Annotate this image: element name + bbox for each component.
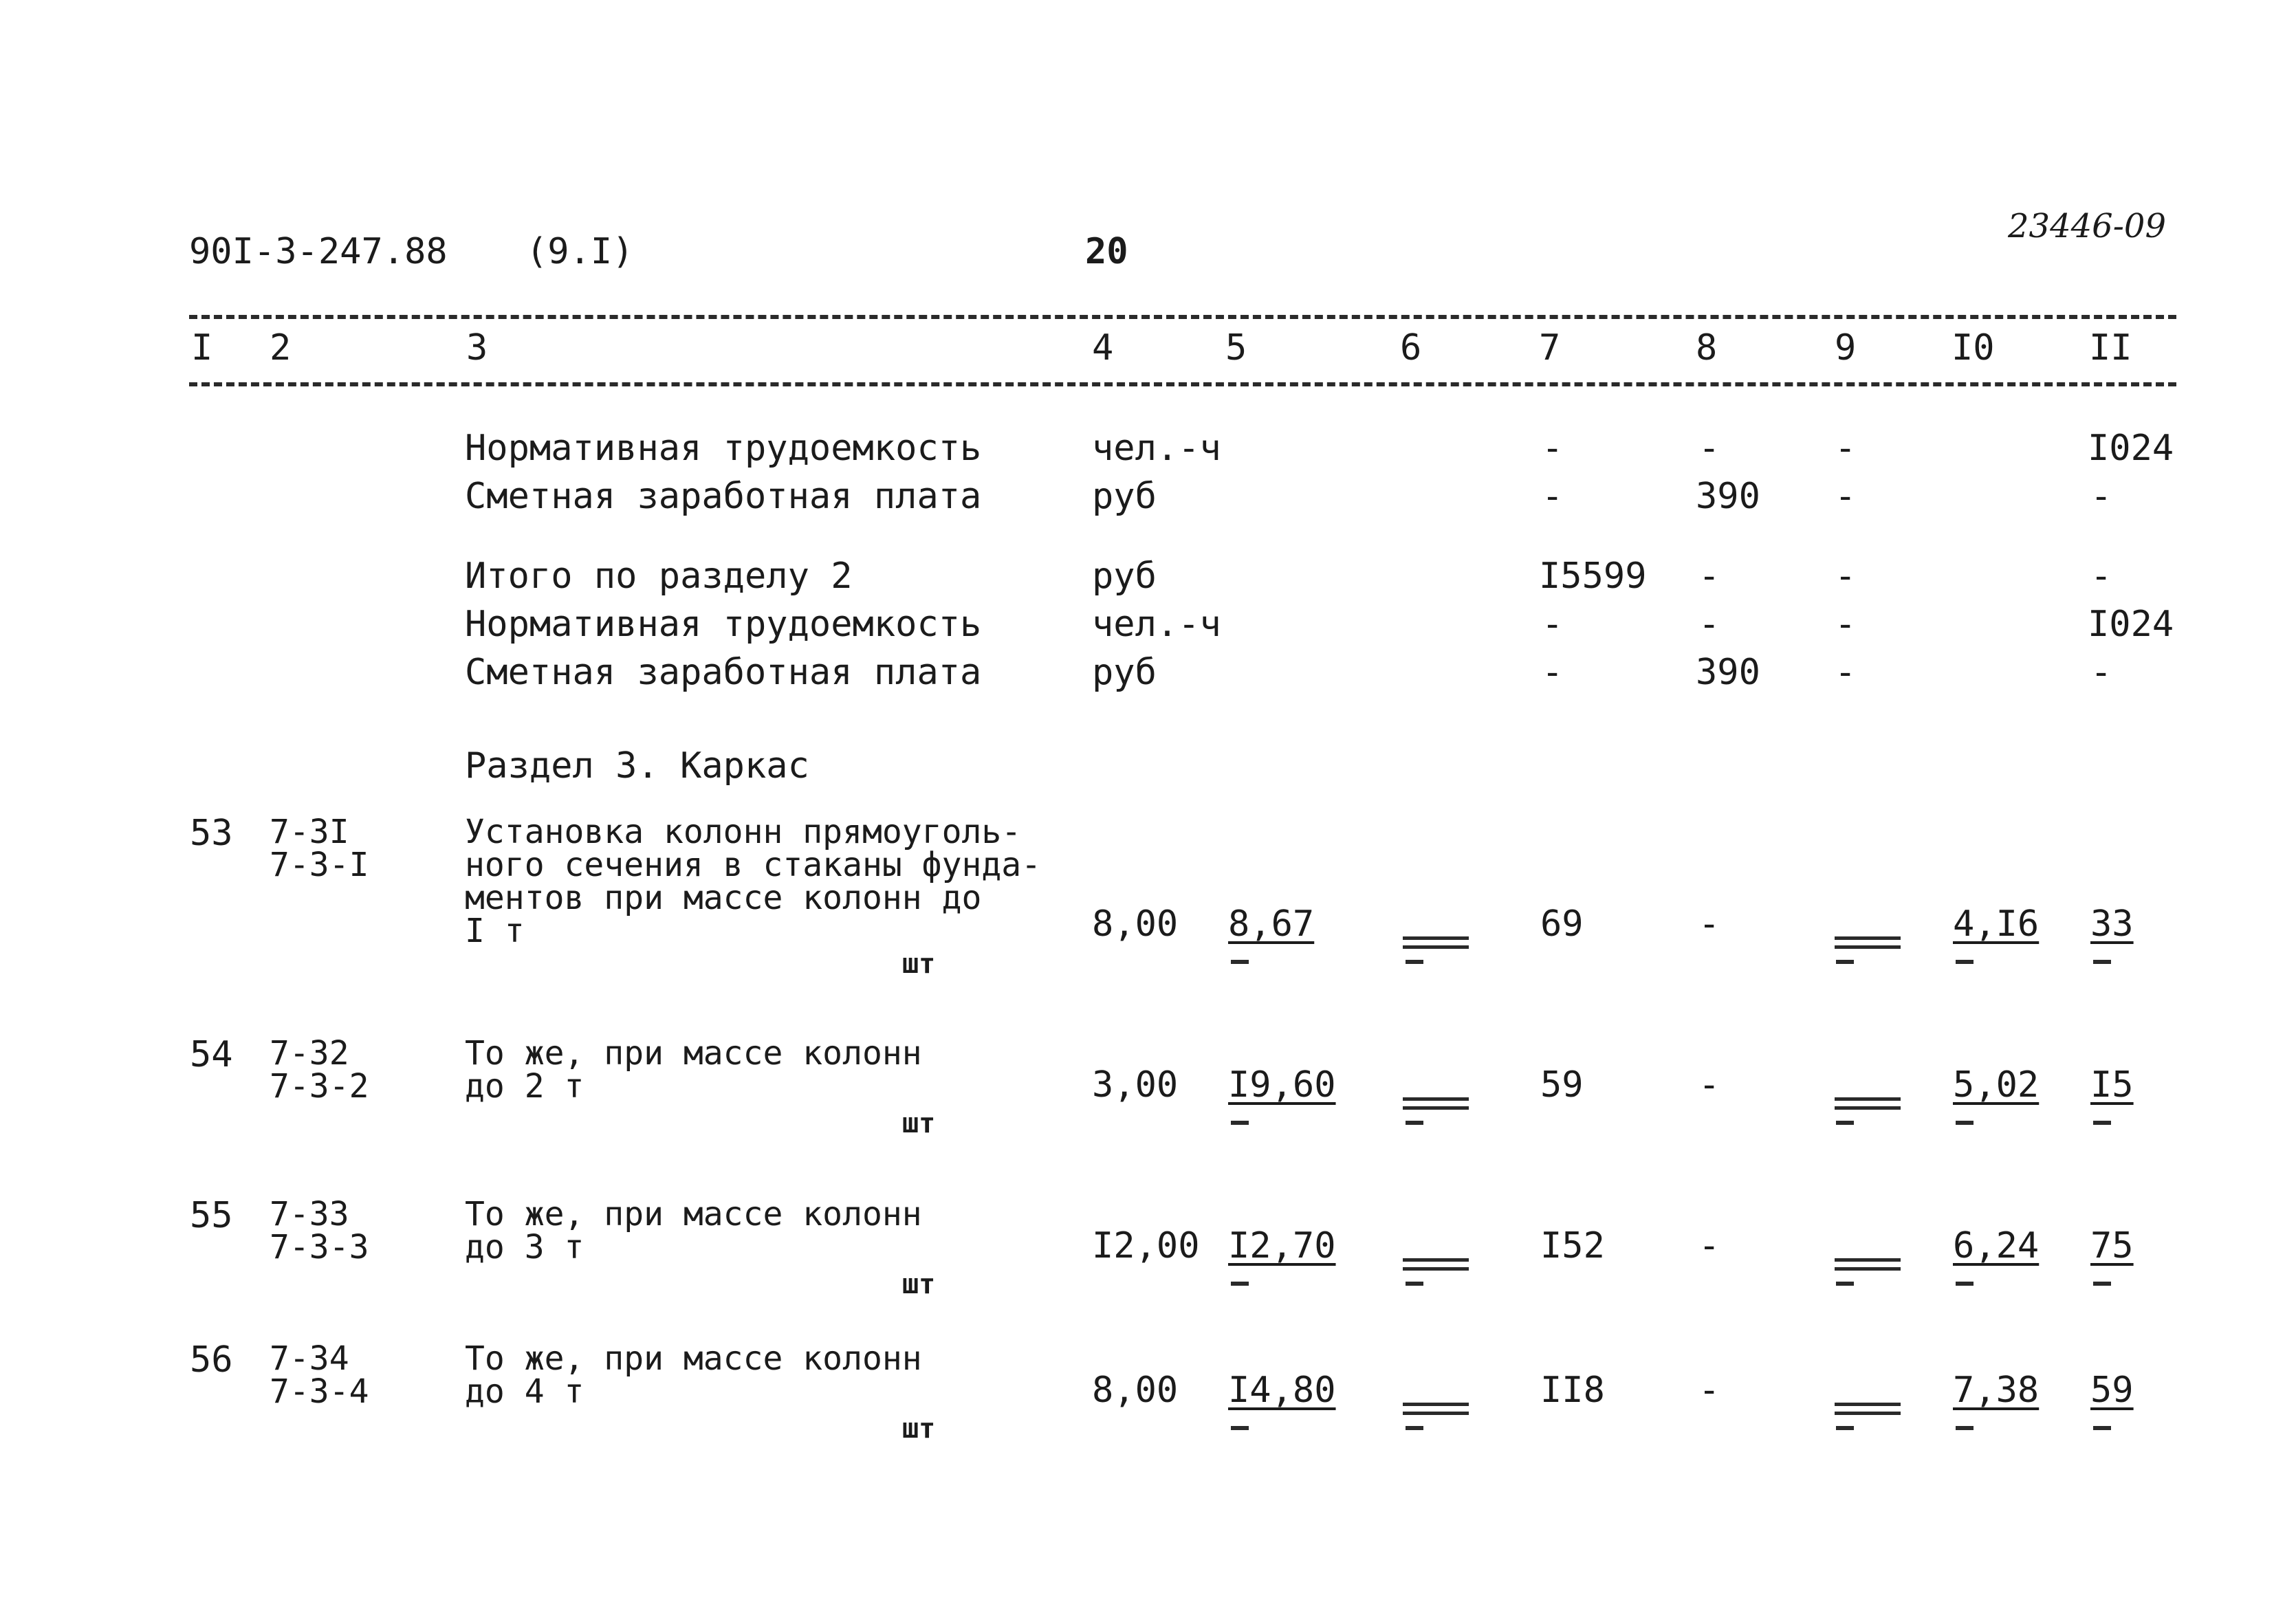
header-top-rule (189, 315, 2176, 319)
cell-col9: - (1835, 428, 1857, 469)
item-quantity: 8,00 (1092, 1370, 1179, 1411)
item-col7: I52 (1540, 1225, 1605, 1266)
item-unit: шт (902, 948, 936, 980)
item-desc-line: ного сечения в стаканы фунда- (465, 846, 1042, 884)
item-code-new: 7-33 (270, 1195, 349, 1233)
dash-mark (2093, 1282, 2111, 1286)
cell-col9: - (1835, 556, 1857, 597)
cell-col7: I5599 (1539, 556, 1647, 597)
dash-mark (1406, 1282, 1423, 1286)
item-unit-price: I4,80 (1228, 1370, 1336, 1411)
dash-mark (1231, 1121, 1249, 1125)
cell-col8: - (1698, 604, 1720, 645)
cell-col11: - (2090, 476, 2112, 517)
col-header-11: II (2089, 327, 2132, 369)
col-header-8: 8 (1696, 327, 1718, 369)
cell-col8: - (1698, 428, 1720, 469)
row-label: Сметная заработная плата (465, 476, 982, 517)
dash-mark (2093, 1426, 2111, 1430)
item-desc-line: до 2 т (465, 1067, 584, 1106)
cell-col8: - (1698, 556, 1720, 597)
item-col10: 5,02 (1953, 1064, 2040, 1106)
item-number: 56 (190, 1339, 233, 1381)
dash-mark (1956, 1426, 1974, 1430)
cell-col7: - (1542, 652, 1564, 693)
col-header-2: 2 (270, 327, 292, 369)
cell-col9: - (1835, 652, 1857, 693)
item-desc-line: Установка колонн прямоуголь- (465, 813, 1022, 851)
row-label: Итого по разделу 2 (465, 556, 853, 597)
item-col10: 4,I6 (1953, 903, 2040, 945)
cell-col11: - (2090, 556, 2112, 597)
dash-mark (1406, 1426, 1423, 1430)
item-code-old: 7-3-3 (270, 1228, 369, 1266)
cell-col8: 390 (1696, 476, 1760, 517)
section-title: Раздел 3. Каркас (465, 745, 809, 787)
item-desc-line: до 3 т (465, 1228, 584, 1266)
row-unit: чел.-ч (1092, 604, 1221, 645)
item-col7: 69 (1540, 903, 1584, 945)
dash-mark (1956, 1282, 1974, 1286)
item-col7: II8 (1540, 1370, 1605, 1411)
item-col11: I5 (2090, 1064, 2134, 1106)
dash-mark (2093, 960, 2111, 964)
cell-col9: - (1835, 476, 1857, 517)
item-number: 54 (190, 1034, 233, 1075)
item-col10: 7,38 (1953, 1370, 2040, 1411)
item-code-new: 7-34 (270, 1339, 349, 1378)
row-label: Сметная заработная плата (465, 652, 982, 693)
item-number: 55 (190, 1195, 233, 1236)
dash-mark (2093, 1121, 2111, 1125)
item-unit: шт (902, 1108, 936, 1139)
item-unit: шт (902, 1269, 936, 1300)
dash-mark (1836, 960, 1854, 964)
archive-stamp-number: 23446-09 (2008, 207, 2166, 245)
dash-mark (1231, 1282, 1249, 1286)
item-desc-line: ментов при массе колонн до (465, 879, 982, 917)
section-reference: (9.I) (526, 231, 634, 272)
cell-col7: - (1542, 476, 1564, 517)
item-col11: 59 (2090, 1370, 2134, 1411)
item-col8: - (1698, 903, 1720, 945)
col-header-6: 6 (1400, 327, 1422, 369)
item-quantity: I2,00 (1092, 1225, 1200, 1266)
dash-mark (1956, 1121, 1974, 1125)
item-col11: 75 (2090, 1225, 2134, 1266)
item-col8: - (1698, 1370, 1720, 1411)
item-col10: 6,24 (1953, 1225, 2040, 1266)
row-unit: руб (1092, 652, 1157, 693)
document-code: 90I-3-247.88 (189, 231, 448, 272)
item-col11: 33 (2090, 903, 2134, 945)
item-desc-line: I т (465, 912, 525, 950)
item-code-new: 7-32 (270, 1034, 349, 1073)
dash-mark (1836, 1282, 1854, 1286)
item-col8: - (1698, 1064, 1720, 1106)
item-col8: - (1698, 1225, 1720, 1266)
item-desc-line: до 4 т (465, 1372, 584, 1411)
item-unit-price: I9,60 (1228, 1064, 1336, 1106)
col-header-7: 7 (1539, 327, 1561, 369)
dash-mark (1406, 1121, 1423, 1125)
row-unit: руб (1092, 556, 1157, 597)
item-code-old: 7-3-2 (270, 1067, 369, 1106)
cell-col11: - (2090, 652, 2112, 693)
header-bottom-rule (189, 382, 2176, 386)
dash-mark (1231, 1426, 1249, 1430)
col-header-9: 9 (1835, 327, 1857, 369)
dash-mark (1231, 960, 1249, 964)
col-header-5: 5 (1225, 327, 1247, 369)
row-unit: руб (1092, 476, 1157, 517)
item-unit-price: I2,70 (1228, 1225, 1336, 1266)
item-code-old: 7-3-I (270, 846, 369, 884)
dash-mark (1406, 960, 1423, 964)
cell-col11: I024 (2088, 428, 2174, 469)
item-col7: 59 (1540, 1064, 1584, 1106)
cell-col7: - (1542, 428, 1564, 469)
item-quantity: 3,00 (1092, 1064, 1179, 1106)
row-unit: чел.-ч (1092, 428, 1221, 469)
item-code-new: 7-3I (270, 813, 349, 851)
dash-mark (1836, 1121, 1854, 1125)
dash-mark (1956, 960, 1974, 964)
item-quantity: 8,00 (1092, 903, 1179, 945)
row-label: Нормативная трудоемкость (465, 604, 982, 645)
item-desc-line: То же, при массе колонн (465, 1034, 922, 1073)
cell-col7: - (1542, 604, 1564, 645)
cell-col8: 390 (1696, 652, 1760, 693)
col-header-3: 3 (466, 327, 488, 369)
col-header-1: I (191, 327, 213, 369)
item-unit-price: 8,67 (1228, 903, 1315, 945)
item-unit: шт (902, 1413, 936, 1445)
row-label: Нормативная трудоемкость (465, 428, 982, 469)
item-desc-line: То же, при массе колонн (465, 1195, 922, 1233)
item-desc-line: То же, при массе колонн (465, 1339, 922, 1378)
cell-col9: - (1835, 604, 1857, 645)
col-header-4: 4 (1092, 327, 1114, 369)
item-number: 53 (190, 813, 233, 854)
item-code-old: 7-3-4 (270, 1372, 369, 1411)
cell-col11: I024 (2088, 604, 2174, 645)
dash-mark (1836, 1426, 1854, 1430)
col-header-10: I0 (1952, 327, 1995, 369)
page-number: 20 (1085, 231, 1128, 272)
